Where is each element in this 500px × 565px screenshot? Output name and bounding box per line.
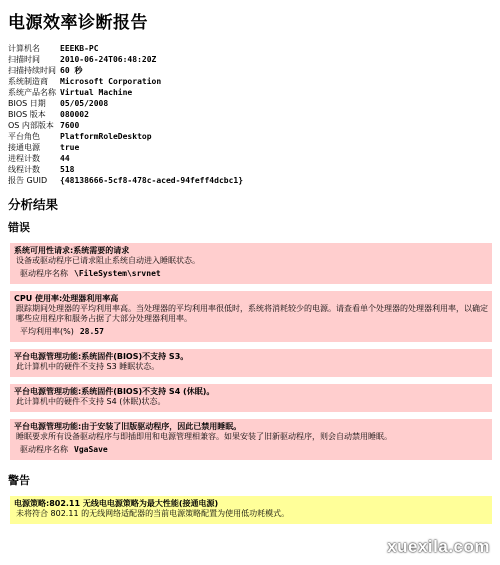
info-value: Microsoft Corporation <box>60 77 162 86</box>
info-value: 60 秒 <box>60 66 83 75</box>
info-row <box>8 120 243 131</box>
error-description: 此计算机中的硬件不支持 S3 睡眠状态。 <box>16 362 160 371</box>
info-row <box>8 98 243 109</box>
error-item <box>10 349 492 377</box>
warnings-heading: 警告 <box>8 474 30 487</box>
error-title: 平台电源管理功能:系统固件(BIOS)不支持 S3。 <box>14 352 189 361</box>
info-row <box>8 153 243 164</box>
info-key: 系统制造商 <box>8 77 48 86</box>
info-key: 扫描持续时间 <box>8 66 56 75</box>
detail-value: VgaSave <box>74 445 108 454</box>
info-key: 系统产品名称 <box>8 88 56 97</box>
info-key: 平台角色 <box>8 132 40 141</box>
info-key: BIOS 版本 <box>8 110 46 119</box>
error-item <box>10 291 492 342</box>
info-row <box>8 65 243 76</box>
info-key: 进程计数 <box>8 154 40 163</box>
warning-description: 未将符合 802.11 的无线网络适配器的当前电源策略配置为使用低功耗模式。 <box>16 509 290 518</box>
error-description: 设备或驱动程序已请求阻止系统自动进入睡眠状态。 <box>16 256 200 265</box>
error-item <box>10 384 492 412</box>
error-detail-row <box>20 327 488 337</box>
info-value: EEEKB-PC <box>60 44 99 53</box>
info-value: 2010-06-24T06:48:20Z <box>60 55 157 64</box>
info-row <box>8 43 243 54</box>
info-row <box>8 142 243 153</box>
detail-value: \FileSystem\srvnet <box>74 269 161 278</box>
info-key: 接通电源 <box>8 143 40 152</box>
error-title: CPU 使用率:处理器利用率高 <box>14 294 119 303</box>
info-value: 7600 <box>60 121 80 130</box>
report-title: 电源效率诊断报告 <box>8 13 148 33</box>
error-detail-row <box>20 269 488 279</box>
error-item <box>10 419 492 460</box>
info-value: Virtual Machine <box>60 88 133 97</box>
info-row <box>8 164 243 175</box>
error-description: 此计算机中的硬件不支持 S4 (休眠)状态。 <box>16 397 166 406</box>
info-value: PlatformRoleDesktop <box>60 132 152 141</box>
info-value: 518 <box>60 165 75 174</box>
info-row <box>8 131 243 142</box>
info-value: 080002 <box>60 110 89 119</box>
detail-key: 驱动程序名称 <box>20 269 68 278</box>
info-key: OS 内部版本 <box>8 121 54 130</box>
info-key: 扫描时间 <box>8 55 40 64</box>
info-value: 05/05/2008 <box>60 99 109 108</box>
info-key: BIOS 日期 <box>8 99 46 108</box>
warning-title: 电源策略:802.11 无线电电源策略为最大性能(接通电源) <box>14 499 219 508</box>
detail-key: 平均利用率(%) <box>20 327 74 336</box>
error-title: 平台电源管理功能:由于安装了旧版驱动程序，因此已禁用睡眠。 <box>14 422 242 431</box>
warning-item <box>10 496 492 524</box>
system-info-table <box>8 43 243 186</box>
errors-heading: 错误 <box>8 221 30 234</box>
info-row <box>8 87 243 98</box>
info-row <box>8 175 243 186</box>
detail-key: 驱动程序名称 <box>20 445 68 454</box>
info-value: true <box>60 143 80 152</box>
analysis-heading: 分析结果 <box>8 197 59 212</box>
error-detail-row <box>20 445 488 455</box>
info-key: 计算机名 <box>8 44 40 53</box>
error-description: 睡眠要求所有设备驱动程序与即插即用和电源管理相兼容。如果安装了旧新驱动程序，则会自动禁用睡眠。 <box>16 432 392 441</box>
error-title: 系统可用性请求:系统需要的请求 <box>14 246 130 255</box>
info-row <box>8 76 243 87</box>
info-value: {48138666-5cf8-478c-aced-94feff4dcbc1} <box>60 176 244 185</box>
info-row <box>8 109 243 120</box>
info-row <box>8 54 243 65</box>
error-description: 跟踪期间处理器的平均利用率高。当处理器的平均利用率很低时，系统将消耗较少的电源。请查看单个处理器的处理器利用率，以确定哪些应用程序和服务占据了大部分处理器利用率。 <box>16 304 488 323</box>
error-item <box>10 243 492 284</box>
site-watermark: xuexila.com <box>387 537 490 556</box>
info-value: 44 <box>60 154 70 163</box>
error-title: 平台电源管理功能:系统固件(BIOS)不支持 S4 (休眠)。 <box>14 387 215 396</box>
detail-value: 28.57 <box>79 327 104 336</box>
info-key: 线程计数 <box>8 165 40 174</box>
info-key: 报告 GUID <box>8 176 48 185</box>
